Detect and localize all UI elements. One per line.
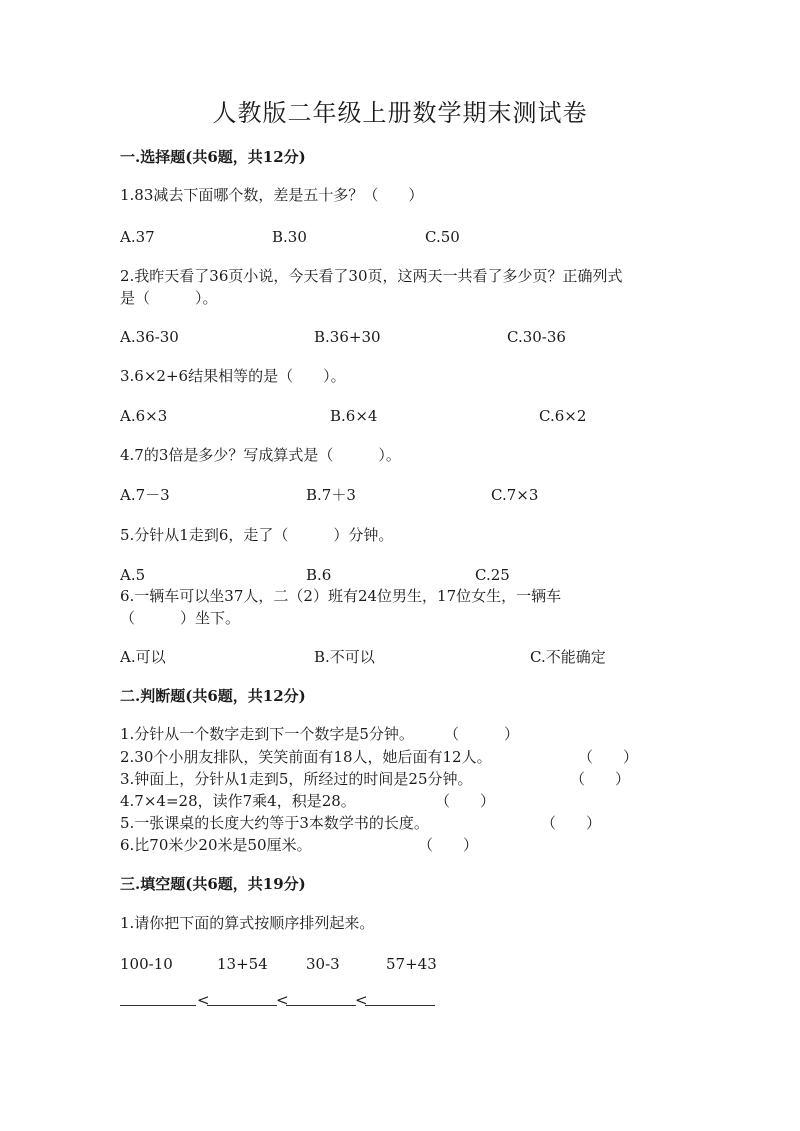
q4-option-b: B.7＋3 xyxy=(306,486,356,504)
question-4: 4.7的3倍是多少？写成算式是（ ）。 xyxy=(120,446,401,464)
less-than-sign-1: < xyxy=(197,991,210,1009)
tf-item-3: 3.钟面上，分针从1走到5，所经过的时间是25分钟。 xyxy=(120,770,473,788)
tf-item-2: 2.30个小朋友排队，笑笑前面有18人，她后面有12人。 xyxy=(120,748,492,766)
question-6-line2: （ ）坐下。 xyxy=(120,609,241,627)
answer-blank-1[interactable] xyxy=(120,1005,196,1006)
tf-item-5-paren: （ ） xyxy=(541,814,602,832)
question-2-line1: 2.我昨天看了36页小说，今天看了30页，这两天一共看了多少页？正确列式 xyxy=(120,267,623,285)
tf-item-5: 5.一张课桌的长度大约等于3本数学书的长度。 xyxy=(120,814,429,832)
tf-item-4-paren: （ ） xyxy=(435,792,496,810)
less-than-sign-3: < xyxy=(355,991,368,1009)
expression-3: 30-3 xyxy=(306,955,340,973)
section-heading-fillblank: 三.填空题(共6题，共19分) xyxy=(120,875,306,893)
tf-item-6: 6.比70米少20米是50厘米。 xyxy=(120,836,312,854)
question-5: 5.分针从1走到6，走了（ ）分钟。 xyxy=(120,526,394,544)
q3-option-a: A.6×3 xyxy=(120,407,168,425)
q2-option-c: C.30-36 xyxy=(507,328,566,346)
q3-option-c: C.6×2 xyxy=(539,407,587,425)
q1-option-a: A.37 xyxy=(120,228,155,246)
tf-item-2-paren: （ ） xyxy=(578,748,639,766)
q1-option-c: C.50 xyxy=(425,228,460,246)
tf-item-1: 1.分针从一个数字走到下一个数字是5分钟。 xyxy=(120,725,414,743)
expression-4: 57+43 xyxy=(386,955,437,973)
fill-question-1: 1.请你把下面的算式按顺序排列起来。 xyxy=(120,914,375,932)
q5-option-c: C.25 xyxy=(475,566,510,584)
section-heading-choice: 一.选择题(共6题，共12分) xyxy=(120,148,306,166)
tf-item-6-paren: （ ） xyxy=(418,836,479,854)
q6-option-b: B.不可以 xyxy=(314,648,375,666)
answer-blank-3[interactable] xyxy=(286,1005,356,1006)
q4-option-c: C.7×3 xyxy=(491,486,539,504)
q2-option-b: B.36+30 xyxy=(314,328,381,346)
section-heading-truefalse: 二.判断题(共6题，共12分) xyxy=(120,687,306,705)
q2-option-a: A.36-30 xyxy=(120,328,179,346)
expression-2: 13+54 xyxy=(217,955,268,973)
q1-option-b: B.30 xyxy=(272,228,307,246)
answer-blank-4[interactable] xyxy=(365,1005,435,1006)
tf-item-4: 4.7×4=28，读作7乘4，积是28。 xyxy=(120,792,356,810)
question-2-line2: 是（ ）。 xyxy=(120,289,218,307)
q6-option-a: A.可以 xyxy=(120,648,166,666)
answer-blank-2[interactable] xyxy=(207,1005,277,1006)
less-than-sign-2: < xyxy=(276,991,289,1009)
q5-option-b: B.6 xyxy=(306,566,332,584)
q5-option-a: A.5 xyxy=(120,566,146,584)
q3-option-b: B.6×4 xyxy=(330,407,378,425)
tf-item-1-paren: （ ） xyxy=(444,725,520,743)
expression-1: 100-10 xyxy=(120,955,173,973)
q6-option-c: C.不能确定 xyxy=(530,648,606,666)
tf-item-3-paren: （ ） xyxy=(570,770,631,788)
question-6-line1: 6.一辆车可以坐37人，二（2）班有24位男生，17位女生，一辆车 xyxy=(120,587,562,605)
page-title: 人教版二年级上册数学期末测试卷 xyxy=(212,99,588,127)
question-1: 1.83减去下面哪个数，差是五十多？（ ） xyxy=(120,186,424,204)
question-3: 3.6×2+6结果相等的是（ ）。 xyxy=(120,367,346,385)
q4-option-a: A.7－3 xyxy=(120,486,170,504)
